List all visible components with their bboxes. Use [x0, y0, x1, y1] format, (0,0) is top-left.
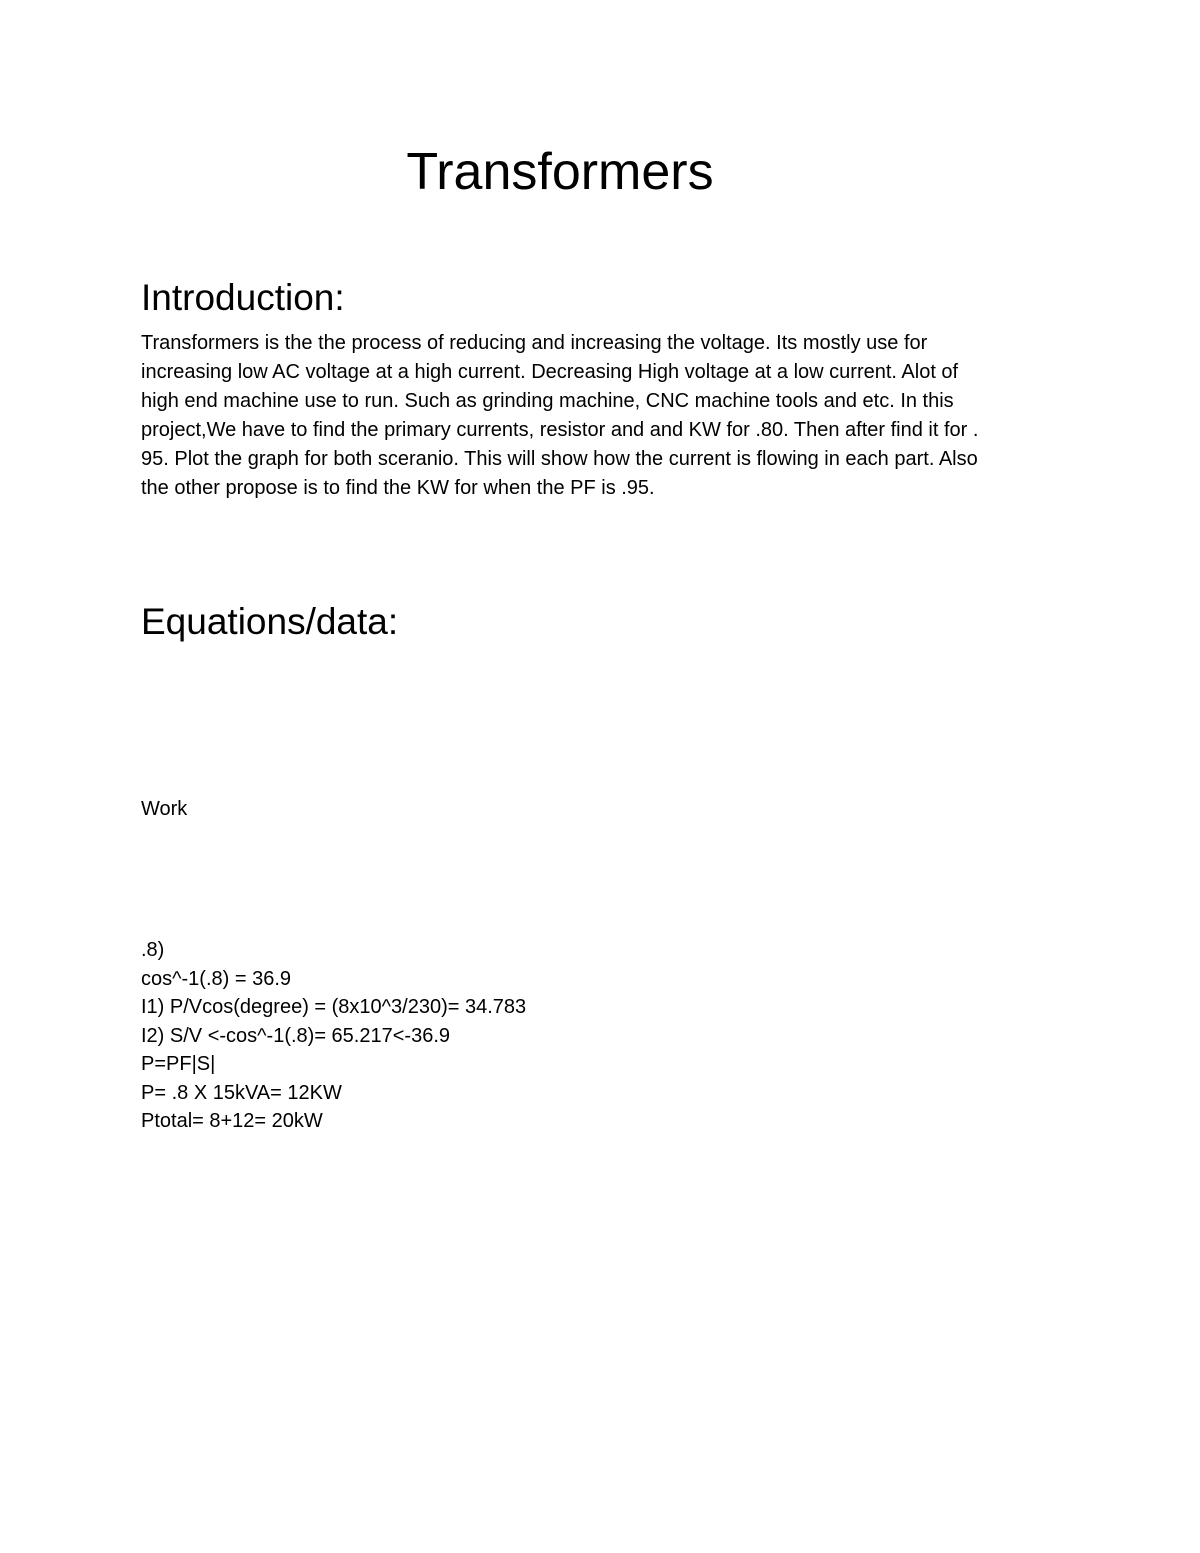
work-line: P=PF|S|	[141, 1053, 216, 1075]
paragraph-line: project,We have to find the primary currents, resistor and and KW for .80. Then after find it for .	[141, 419, 979, 441]
paragraph-line: high end machine use to run. Such as grinding machine, CNC machine tools and etc. In this	[141, 390, 954, 412]
equations-heading: Equations/data:	[141, 601, 399, 642]
paragraph-line: the other propose is to find the KW for when the PF is .95.	[141, 477, 655, 499]
work-line: I1) P/Vcos(degree) = (8x10^3/230)= 34.783	[141, 996, 527, 1018]
work-line: .8)	[141, 939, 165, 961]
introduction-heading: Introduction:	[141, 277, 345, 318]
work-line: Ptotal= 8+12= 20kW	[141, 1110, 323, 1132]
work-line: P= .8 X 15kVA= 12KW	[141, 1081, 342, 1104]
work-label: Work	[141, 798, 188, 820]
document-title: Transformers	[406, 143, 714, 201]
introduction-paragraph	[141, 329, 1051, 503]
work-calculations	[141, 936, 526, 1136]
paragraph-line: increasing low AC voltage at a high current. Decreasing High voltage at a low current. Alot of	[141, 361, 959, 383]
paragraph-line: Transformers is the the process of reducing and increasing the voltage. Its mostly use for	[141, 332, 928, 354]
work-line: I2) S/V <-cos^-1(.8)= 65.217<-36.9	[141, 1024, 450, 1047]
paragraph-line: 95. Plot the graph for both sceranio. This will show how the current is flowing in each part. Also	[141, 448, 978, 470]
work-line: cos^-1(.8) = 36.9	[141, 967, 292, 990]
